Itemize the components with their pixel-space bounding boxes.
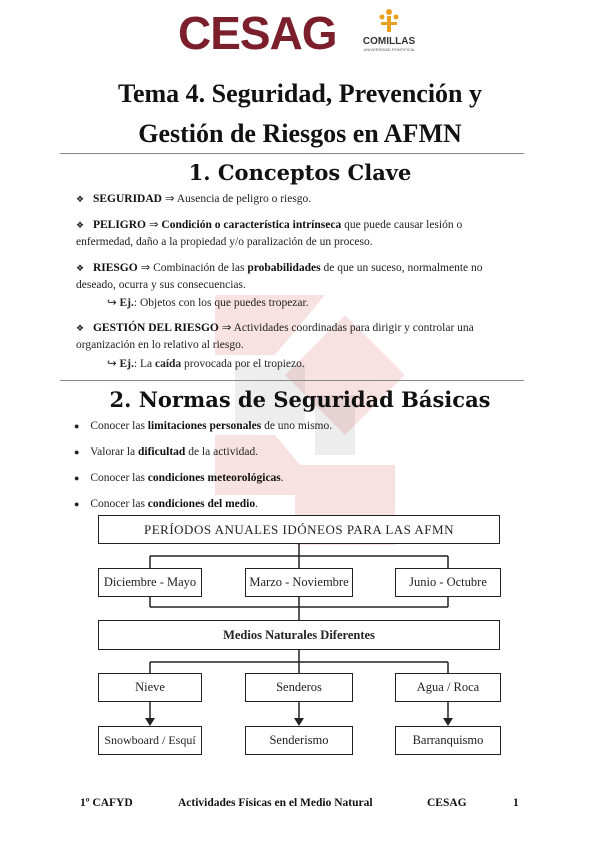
concept-example-riesgo: ↪ Ej.: Objetos con los que puedes tropezar. [107, 297, 309, 309]
rule-item: ● Conocer las condiciones meteorológicas. [74, 472, 284, 484]
concept-item-seguridad: ❖ SEGURIDAD ⇒ Ausencia de peligro o riesgo. [76, 193, 312, 205]
bullet-icon: ● [74, 473, 80, 483]
diamond-bullet-icon: ❖ [76, 263, 85, 273]
diagram-top-box: PERÍODOS ANUALES IDÓNEOS PARA LAS AFMN [98, 515, 500, 544]
cesag-logo: CESAG [178, 7, 337, 59]
period-box: Junio - Octubre [395, 568, 501, 597]
activity-box: Snowboard / Esquí [98, 726, 202, 755]
medium-box: Senderos [245, 673, 353, 702]
title-line-1: Tema 4. Seguridad, Prevención y [117, 79, 482, 108]
rule-item: ● Conocer las limitaciones personales de uno mismo. [74, 420, 333, 432]
footer-school: CESAG [427, 797, 467, 809]
concept-example-gestion: ↪ Ej.: La caída provocada por el tropiezo. [107, 358, 305, 370]
footer-subject: Actividades Físicas en el Medio Natural [178, 797, 373, 809]
medium-box: Nieve [98, 673, 202, 702]
comillas-logo-text: COMILLAS [362, 36, 416, 47]
concept-item-gestion: ❖ GESTIÓN DEL RIESGO ⇒ Actividades coordinadas para dirigir y controlar una organización en lo relativo al riesgo. [76, 322, 474, 351]
bullet-icon: ● [74, 499, 80, 509]
section-1-heading: 1. Conceptos Clave [188, 160, 412, 185]
section-2-heading: 2. Normas de Seguridad Básicas [109, 387, 491, 412]
diamond-bullet-icon: ❖ [76, 220, 85, 230]
rule-item: ● Valorar la dificultad de la actividad. [74, 446, 259, 458]
concept-item-riesgo: ❖ RIESGO ⇒ Combinación de las probabilidades de que un suceso, normalmente no deseado, ocurra y sus consecuencias. [76, 262, 483, 291]
diamond-bullet-icon: ❖ [76, 194, 85, 204]
medium-box: Agua / Roca [395, 673, 501, 702]
diagram-middle-box: Medios Naturales Diferentes [98, 620, 500, 650]
activity-box: Senderismo [245, 726, 353, 755]
footer-course: 1º CAFYD [80, 797, 133, 809]
comillas-logo-subtext: UNIVERSIDAD PONTIFICIA [363, 47, 415, 52]
bullet-icon: ● [74, 447, 80, 457]
concept-item-peligro: ❖ PELIGRO ⇒ Condición o característica intrínseca que puede causar lesión o enfermedad, daño a la propiedad y/o paralización de un proceso. [76, 219, 463, 248]
activity-box: Barranquismo [395, 726, 501, 755]
page-number: 1 [513, 797, 519, 809]
bullet-icon: ● [74, 421, 80, 431]
period-box: Marzo - Noviembre [245, 568, 353, 597]
period-box: Diciembre - Mayo [98, 568, 202, 597]
rule-item: ● Conocer las condiciones del medio. [74, 498, 259, 510]
title-line-2: Gestión de Riesgos en AFMN [138, 119, 462, 148]
diamond-bullet-icon: ❖ [76, 323, 85, 333]
